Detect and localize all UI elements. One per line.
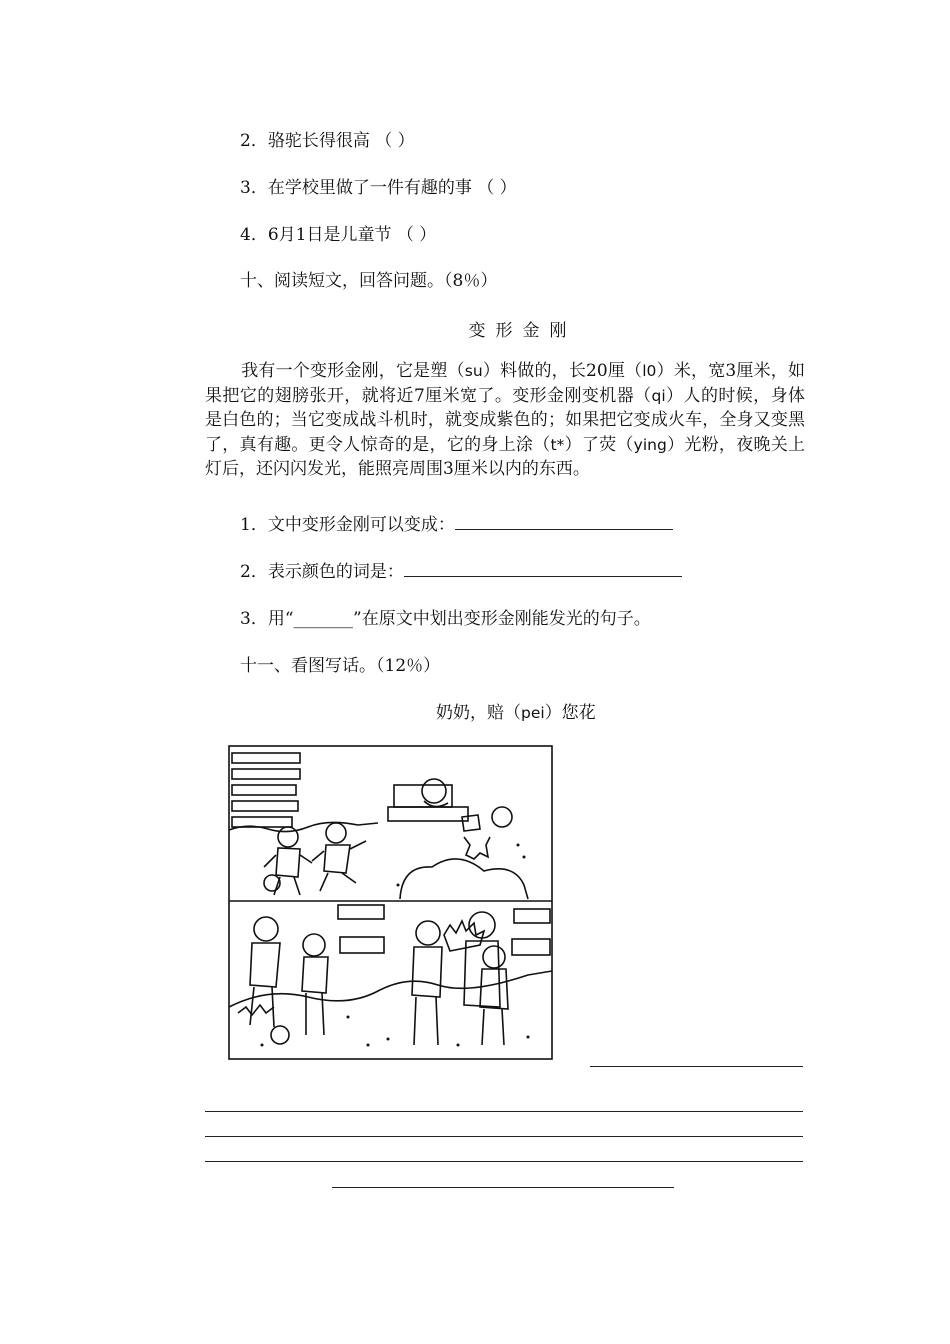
answer-line-1[interactable] [455,515,673,530]
story-paragraph: 我有一个变形金刚，它是塑（su）料做的，长20厘（l0）米，宽3厘米，如果把它的翅膀张开，就将近7厘米宽了。变形金刚变机器（qi）人的时候，身体是白色的；当它变成战斗机时，就变成紫色的；如果把它变成火车，全身又变黑了，真有趣。更令人惊奇的是，它的身上涂（t*）了荧（ying）光粉，夜晚关上灯后，还闪闪发光，能照亮周围3厘米以内的东西。 [205,361,806,479]
story-title: 变形金刚 [468,321,577,341]
item-3: 3．在学校里做了一件有趣的事 （ ） [240,178,517,198]
section-eleven-heading: 十一、看图写话。（12％） [240,656,441,676]
item-4: 4．6月1日是儿童节 （ ） [240,225,437,245]
question-3: 3．用“_______”在原文中划出变形金刚能发光的句子。 [240,609,651,629]
question-1: 1．文中变形金刚可以变成： [240,510,673,535]
picture-title: 奶奶，赔（pei）您花 [436,703,596,723]
writing-line-2[interactable] [205,1136,803,1137]
question-2: 2．表示颜色的词是： [240,557,682,582]
writing-line-short-right[interactable] [590,1066,803,1067]
writing-line-last[interactable] [332,1187,674,1188]
q3-blank: _______ [293,609,354,629]
writing-line-1[interactable] [205,1111,803,1112]
section-ten-heading: 十、阅读短文，回答问题。（8％） [240,271,498,291]
comic-illustration [228,745,554,1061]
writing-line-3[interactable] [205,1161,803,1162]
item-2: 2．骆驼长得很高 （ ） [240,131,415,151]
answer-line-2[interactable] [404,562,682,577]
